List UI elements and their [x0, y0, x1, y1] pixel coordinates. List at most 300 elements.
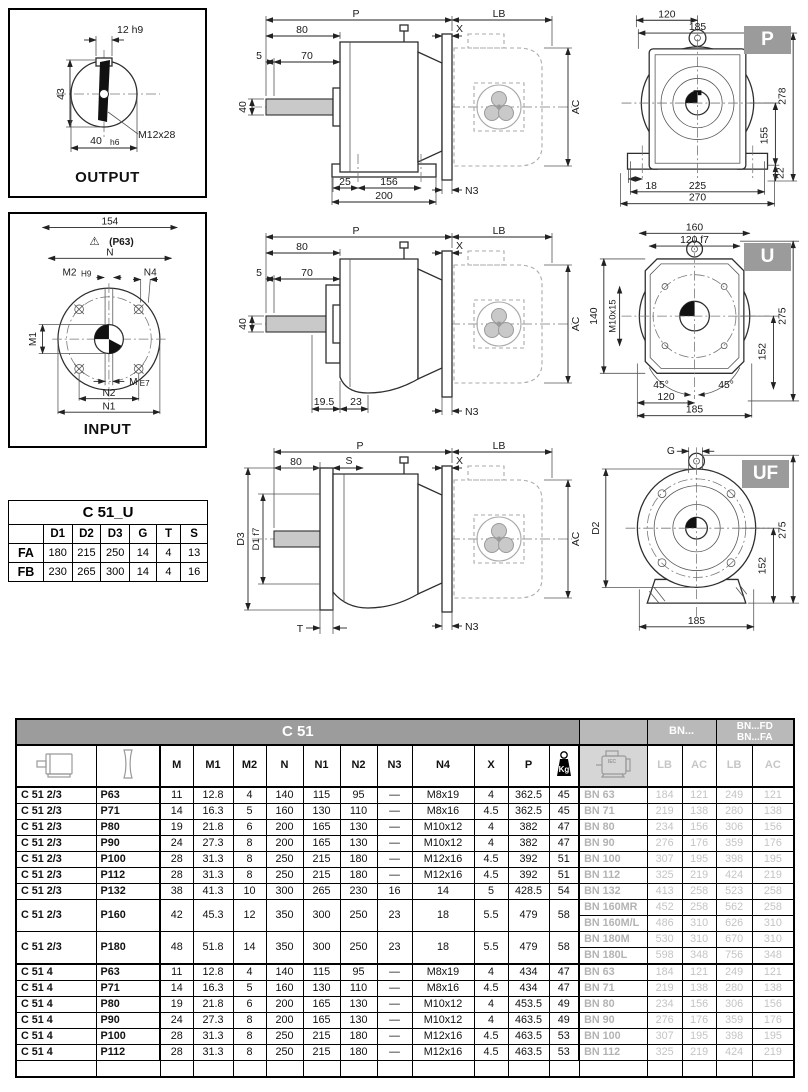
value-cell: — — [377, 820, 412, 836]
bn-value-cell: 348 — [682, 948, 716, 965]
bn-value-cell: 219 — [682, 1045, 716, 1061]
c51u-value: 14 — [130, 563, 157, 582]
value-cell: M12x16 — [412, 852, 474, 868]
bn-value-cell: 258 — [752, 900, 794, 916]
c51u-col-d2: D2 — [72, 525, 101, 544]
dim-label: 140 — [588, 307, 600, 325]
bn-value-cell: 276 — [647, 1013, 682, 1029]
dim-label: M1 — [27, 332, 39, 347]
group-header-bnfd: BN...FD — [736, 721, 773, 732]
dim-label: 40 — [90, 135, 102, 147]
dim-label: 275 — [777, 521, 789, 539]
motor-cell: P180 — [96, 932, 160, 965]
c51u-value: 215 — [72, 544, 101, 563]
value-cell: M8x19 — [412, 964, 474, 981]
partial-cell — [682, 1061, 716, 1078]
value-cell: — — [377, 997, 412, 1013]
bn-value-cell: 398 — [716, 852, 752, 868]
bn-value-cell: 138 — [682, 981, 716, 997]
bn-value-cell: 195 — [682, 852, 716, 868]
bn-value-cell: 280 — [716, 804, 752, 820]
value-cell: 230 — [340, 884, 377, 900]
bn-value-cell: 306 — [716, 820, 752, 836]
dim-label: 155 — [759, 126, 771, 145]
value-cell: 215 — [303, 1029, 340, 1045]
value-cell: 47 — [549, 820, 579, 836]
dim-label: M2 — [62, 267, 77, 279]
side-view-u-drawing — [236, 223, 588, 423]
dim-label: S — [345, 455, 353, 467]
value-cell: 8 — [233, 1045, 266, 1061]
bn-value-cell: 176 — [682, 836, 716, 852]
side-view-uf-drawing — [236, 438, 588, 643]
value-cell: 4 — [474, 836, 508, 852]
value-cell: 180 — [340, 1045, 377, 1061]
partial-cell — [412, 1061, 474, 1078]
value-cell: 23 — [377, 932, 412, 965]
motor-cell: P63 — [96, 964, 160, 981]
value-cell: 4.5 — [474, 868, 508, 884]
bn-value-cell: 310 — [752, 916, 794, 932]
series-cell: C 51 2/3 — [16, 804, 96, 820]
partial-cell — [16, 1061, 96, 1078]
value-cell: 215 — [303, 1045, 340, 1061]
c51u-value: 265 — [72, 563, 101, 582]
dim-label: 120 — [657, 391, 675, 403]
value-cell: 115 — [303, 787, 340, 804]
view-badge-p: P — [744, 26, 791, 54]
bn-value-cell: 219 — [682, 868, 716, 884]
value-cell: 21.8 — [193, 820, 233, 836]
value-cell: 6 — [233, 820, 266, 836]
bn-value-cell: 156 — [752, 820, 794, 836]
bn-value-cell: 184 — [647, 787, 682, 804]
value-cell: — — [377, 1029, 412, 1045]
value-cell: 140 — [266, 787, 303, 804]
c51u-value: 13 — [181, 544, 208, 563]
value-cell: 53 — [549, 1045, 579, 1061]
dim-label: 275 — [777, 307, 789, 325]
c51u-title: C 51_U — [9, 501, 208, 525]
col-header-ac2: AC — [752, 745, 794, 787]
dim-label: X — [456, 455, 464, 467]
value-cell: 479 — [508, 900, 549, 932]
dim-label: 120 f7 — [680, 235, 709, 247]
table-row — [16, 868, 794, 884]
value-cell: 110 — [340, 981, 377, 997]
value-cell: 250 — [266, 852, 303, 868]
value-cell: 14 — [160, 981, 193, 997]
value-cell: 362.5 — [508, 787, 549, 804]
value-cell: 28 — [160, 852, 193, 868]
series-cell: C 51 4 — [16, 1045, 96, 1061]
table-row — [16, 836, 794, 852]
dim-label: D2 — [590, 521, 602, 535]
partial-cell — [160, 1061, 193, 1078]
bn-value-cell: 424 — [716, 1045, 752, 1061]
value-cell: 130 — [340, 997, 377, 1013]
value-cell: 434 — [508, 964, 549, 981]
value-cell: 200 — [266, 997, 303, 1013]
value-cell: 382 — [508, 820, 549, 836]
table-row — [16, 900, 794, 916]
c51u-col-d1: D1 — [43, 525, 72, 544]
value-cell: — — [377, 1045, 412, 1061]
value-cell: — — [377, 787, 412, 804]
value-cell: 4 — [474, 787, 508, 804]
bn-value-cell: 424 — [716, 868, 752, 884]
dim-label: M10x15 — [607, 299, 618, 333]
value-cell: 14 — [160, 804, 193, 820]
c51u-col-s: S — [181, 525, 208, 544]
bn-name-cell: BN 180L — [579, 948, 647, 965]
value-cell: 11 — [160, 787, 193, 804]
value-cell: 130 — [340, 1013, 377, 1029]
dim-label: 22 — [775, 167, 787, 179]
value-cell: 8 — [233, 1013, 266, 1029]
c51u-row — [9, 563, 208, 582]
input-flange-drawing — [12, 216, 202, 416]
value-cell: 11 — [160, 964, 193, 981]
dim-label: 45° — [653, 380, 669, 392]
motor-cell: P90 — [96, 1013, 160, 1029]
c51u-header-row — [9, 525, 208, 544]
dim-label: 152 — [757, 557, 769, 575]
col-header-x: X — [474, 745, 508, 787]
c51u-value: 230 — [43, 563, 72, 582]
dim-label: 70 — [301, 50, 313, 62]
dim-tolerance-label: H9 — [81, 269, 92, 279]
value-cell: 4.5 — [474, 804, 508, 820]
motor-cell: P100 — [96, 852, 160, 868]
bn-value-cell: 121 — [682, 787, 716, 804]
dim-label: N3 — [465, 185, 479, 197]
value-cell: 54 — [549, 884, 579, 900]
motor-cell: P132 — [96, 884, 160, 900]
bn-value-cell: 195 — [752, 852, 794, 868]
output-panel — [8, 8, 207, 198]
value-cell: 350 — [266, 932, 303, 965]
output-shaft-drawing — [12, 12, 202, 162]
c51u-row-label: FA — [9, 544, 44, 563]
table-row — [16, 1029, 794, 1045]
dim-label: N4 — [143, 267, 157, 279]
table-row — [16, 932, 794, 948]
value-cell: 463.5 — [508, 1029, 549, 1045]
bn-value-cell: 258 — [682, 884, 716, 900]
value-cell: — — [377, 1013, 412, 1029]
bn-value-cell: 121 — [752, 964, 794, 981]
table-row — [16, 804, 794, 820]
value-cell: 4 — [474, 964, 508, 981]
bn-value-cell: 156 — [682, 820, 716, 836]
value-cell: 51.8 — [193, 932, 233, 965]
dim-label: 43 — [55, 88, 67, 100]
bn-value-cell: 276 — [647, 836, 682, 852]
value-cell: 14 — [233, 932, 266, 965]
bn-value-cell: 184 — [647, 964, 682, 981]
dim-label: AC — [570, 531, 582, 547]
bn-value-cell: 138 — [752, 981, 794, 997]
motor-cell: P160 — [96, 900, 160, 932]
value-cell: 300 — [303, 932, 340, 965]
value-cell: 180 — [340, 868, 377, 884]
dim-label: N1 — [102, 401, 116, 413]
table-row — [16, 787, 794, 804]
bn-name-cell: BN 180M — [579, 932, 647, 948]
series-cell: C 51 2/3 — [16, 820, 96, 836]
value-cell: 4 — [474, 997, 508, 1013]
bn-value-cell: 307 — [647, 1029, 682, 1045]
bn-value-cell: 598 — [647, 948, 682, 965]
value-cell: 140 — [266, 964, 303, 981]
value-cell: 4.5 — [474, 852, 508, 868]
group-header-bnfdfa — [716, 719, 794, 745]
series-cell: C 51 4 — [16, 997, 96, 1013]
table-row — [16, 997, 794, 1013]
col-header-n4: N4 — [412, 745, 474, 787]
side-view-p-drawing — [236, 6, 588, 206]
dim-label: 80 — [290, 456, 302, 468]
value-cell: 250 — [266, 868, 303, 884]
value-cell: 14 — [412, 884, 474, 900]
dim-label: (P63) — [109, 236, 134, 248]
bn-value-cell: 195 — [682, 1029, 716, 1045]
bn-value-cell: 258 — [682, 900, 716, 916]
dim-label: T — [296, 623, 304, 635]
value-cell: 48 — [160, 932, 193, 965]
value-cell: M10x12 — [412, 836, 474, 852]
value-cell: — — [377, 836, 412, 852]
value-cell: 180 — [340, 852, 377, 868]
dim-label: 19.5 — [313, 396, 335, 408]
bn-value-cell: 219 — [647, 804, 682, 820]
value-cell: 12.8 — [193, 787, 233, 804]
value-cell: 42 — [160, 900, 193, 932]
col-header-lb1: LB — [647, 745, 682, 787]
value-cell: 250 — [340, 900, 377, 932]
table-row — [16, 1045, 794, 1061]
value-cell: 165 — [303, 836, 340, 852]
kg-label: Kg — [558, 765, 570, 775]
main-table-body — [16, 787, 794, 1077]
value-cell: 16.3 — [193, 981, 233, 997]
table-title: C 51 — [16, 719, 579, 745]
dim-label: N3 — [465, 406, 479, 418]
bn-value-cell: 523 — [716, 884, 752, 900]
value-cell: 31.3 — [193, 868, 233, 884]
value-cell: 250 — [266, 1029, 303, 1045]
value-cell: 47 — [549, 981, 579, 997]
value-cell: 428.5 — [508, 884, 549, 900]
value-cell: 300 — [266, 884, 303, 900]
value-cell: 12.8 — [193, 964, 233, 981]
dim-label: 185 — [688, 22, 707, 34]
value-cell: M10x12 — [412, 820, 474, 836]
group-header-bnfa: BN...FA — [737, 732, 773, 743]
dim-label: 80 — [296, 241, 308, 253]
value-cell: 130 — [340, 836, 377, 852]
bn-value-cell: 121 — [752, 787, 794, 804]
value-cell: M12x16 — [412, 868, 474, 884]
bn-value-cell: 249 — [716, 964, 752, 981]
value-cell: 47 — [549, 836, 579, 852]
partial-cell — [716, 1061, 752, 1078]
partial-cell — [549, 1061, 579, 1078]
value-cell: 215 — [303, 852, 340, 868]
bn-name-cell: BN 160MR — [579, 900, 647, 916]
value-cell: 27.3 — [193, 1013, 233, 1029]
value-cell: 31.3 — [193, 1045, 233, 1061]
value-cell: 6 — [233, 997, 266, 1013]
value-cell: 95 — [340, 787, 377, 804]
value-cell: 24 — [160, 836, 193, 852]
bn-name-cell: BN 63 — [579, 964, 647, 981]
value-cell: 5.5 — [474, 932, 508, 965]
col-header-n1: N1 — [303, 745, 340, 787]
value-cell: 5 — [233, 981, 266, 997]
dim-label: 70 — [301, 267, 313, 279]
dim-label: P — [352, 225, 360, 237]
bn-name-cell: BN 132 — [579, 884, 647, 900]
bn-name-cell: BN 90 — [579, 836, 647, 852]
c51u-corner — [9, 525, 44, 544]
dim-label: 5 — [256, 50, 262, 62]
input-panel — [8, 212, 207, 448]
bn-value-cell: 306 — [716, 997, 752, 1013]
c51u-col-t: T — [156, 525, 181, 544]
bn-value-cell: 121 — [682, 964, 716, 981]
value-cell: M10x12 — [412, 997, 474, 1013]
c51u-value: 250 — [101, 544, 130, 563]
value-cell: 19 — [160, 997, 193, 1013]
c51u-title-row — [9, 501, 208, 525]
value-cell: 45.3 — [193, 900, 233, 932]
partial-cell — [752, 1061, 794, 1078]
value-cell: 392 — [508, 868, 549, 884]
value-cell: 41.3 — [193, 884, 233, 900]
value-cell: 382 — [508, 836, 549, 852]
bn-value-cell: 258 — [752, 884, 794, 900]
bn-name-cell: BN 100 — [579, 1029, 647, 1045]
value-cell: 19 — [160, 820, 193, 836]
value-cell: 110 — [340, 804, 377, 820]
motor-cell: P100 — [96, 1029, 160, 1045]
bn-value-cell: 138 — [682, 804, 716, 820]
dim-label: D1 f7 — [251, 527, 262, 551]
motor-cell: P80 — [96, 820, 160, 836]
value-cell: 5.5 — [474, 900, 508, 932]
value-cell: 130 — [303, 804, 340, 820]
series-cell: C 51 4 — [16, 981, 96, 997]
table-row — [16, 1013, 794, 1029]
partial-cell — [579, 1061, 647, 1078]
dim-tolerance-label: E7 — [139, 379, 150, 389]
bn-value-cell: 156 — [752, 997, 794, 1013]
dim-label: M12x28 — [138, 129, 176, 141]
value-cell: 5 — [233, 804, 266, 820]
value-cell: 4 — [233, 787, 266, 804]
value-cell: 28 — [160, 1045, 193, 1061]
group-header-blank — [579, 719, 647, 745]
group-header-row — [16, 719, 794, 745]
value-cell: 47 — [549, 964, 579, 981]
dim-label: 120 — [658, 9, 676, 21]
value-cell: 16 — [377, 884, 412, 900]
dim-label: LB — [492, 225, 506, 237]
value-cell: — — [377, 868, 412, 884]
dim-label: 278 — [777, 87, 789, 105]
dim-label: 80 — [296, 24, 308, 36]
partial-cell — [193, 1061, 233, 1078]
col-header-ac1: AC — [682, 745, 716, 787]
output-title: OUTPUT — [75, 169, 140, 186]
value-cell: 4.5 — [474, 1029, 508, 1045]
value-cell: 16.3 — [193, 804, 233, 820]
bn-name-cell: BN 63 — [579, 787, 647, 804]
value-cell: 49 — [549, 1013, 579, 1029]
dim-label: 270 — [688, 192, 707, 204]
dim-label: 12 h9 — [117, 24, 144, 36]
dim-label: D3 — [235, 532, 247, 546]
bn-value-cell: 176 — [752, 1013, 794, 1029]
value-cell: — — [377, 804, 412, 820]
bn-name-cell: BN 112 — [579, 868, 647, 884]
value-cell: 27.3 — [193, 836, 233, 852]
value-cell: 180 — [340, 1029, 377, 1045]
c51u-row — [9, 544, 208, 563]
value-cell: 200 — [266, 1013, 303, 1029]
dim-label: M — [129, 377, 138, 389]
series-cell: C 51 2/3 — [16, 884, 96, 900]
partial-cell — [647, 1061, 682, 1078]
dim-label: 160 — [685, 222, 704, 234]
value-cell: 250 — [340, 932, 377, 965]
dim-label: X — [456, 240, 464, 252]
bn-value-cell: 348 — [752, 948, 794, 965]
dim-label: 40 — [237, 101, 249, 113]
value-cell: 4.5 — [474, 981, 508, 997]
partial-cell — [266, 1061, 303, 1078]
value-cell: 45 — [549, 787, 579, 804]
bn-value-cell: 530 — [647, 932, 682, 948]
value-cell: 8 — [233, 868, 266, 884]
col-header-m1: M1 — [193, 745, 233, 787]
col-header-n2: N2 — [340, 745, 377, 787]
value-cell: 31.3 — [193, 852, 233, 868]
value-cell: M8x16 — [412, 804, 474, 820]
table-row — [16, 852, 794, 868]
bn-name-cell: BN 160M/L — [579, 916, 647, 932]
flange-icon — [96, 745, 160, 787]
motor-cell: P112 — [96, 868, 160, 884]
c51u-body — [9, 544, 208, 582]
bn-value-cell: 176 — [682, 1013, 716, 1029]
c51u-value: 16 — [181, 563, 208, 582]
dim-label: AC — [570, 99, 582, 115]
partial-cell — [96, 1061, 160, 1078]
bn-name-cell: BN 80 — [579, 997, 647, 1013]
bn-value-cell: 219 — [752, 1045, 794, 1061]
value-cell: 58 — [549, 900, 579, 932]
dim-label: 18 — [645, 180, 657, 192]
warning-icon: ⚠ — [89, 235, 100, 248]
bn-value-cell: 452 — [647, 900, 682, 916]
value-cell: 53 — [549, 1029, 579, 1045]
col-header-lb2: LB — [716, 745, 752, 787]
c51u-value: 4 — [156, 563, 181, 582]
value-cell: 4 — [474, 1013, 508, 1029]
